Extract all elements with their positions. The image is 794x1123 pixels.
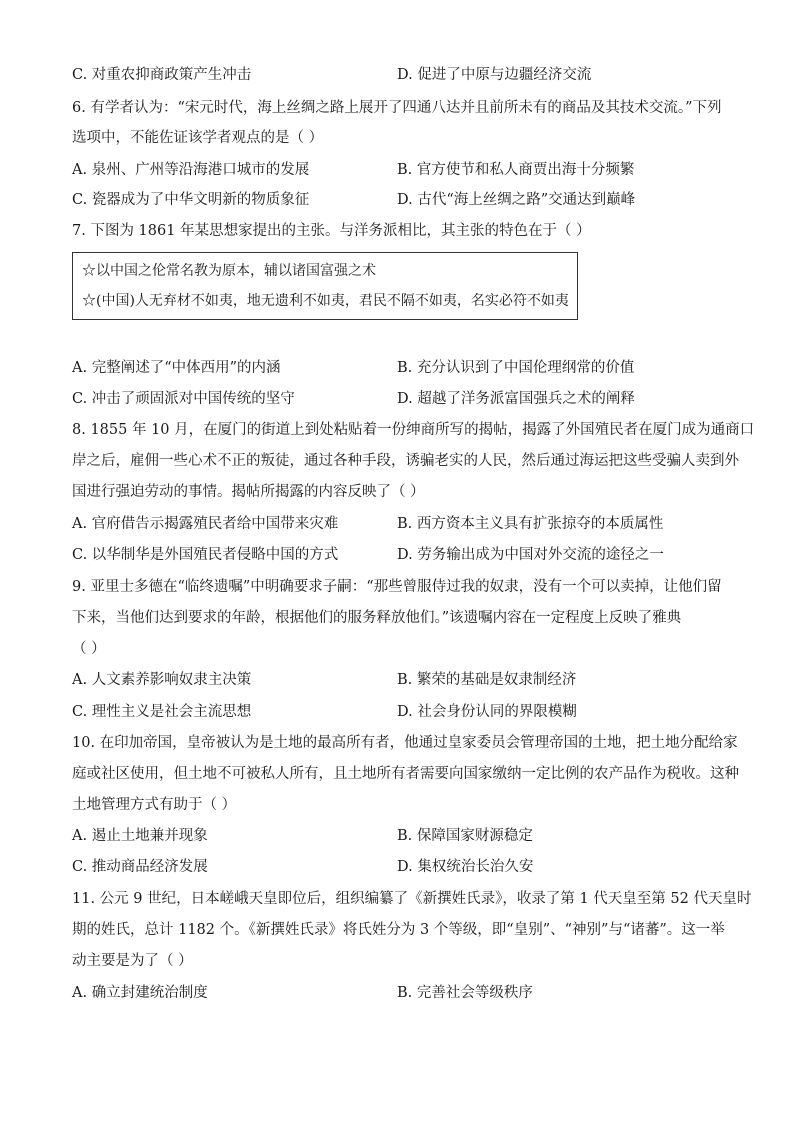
q8-stem-line-2: 岸之后，雇佣一些心术不正的叛徒，通过各种手段，诱骗老实的人民，然后通过海运把这些受骗人卖到外 (72, 453, 739, 469)
q10-option-a[interactable]: A. 遏止土地兼并现象 (72, 828, 208, 844)
q7-option-c[interactable]: C. 冲击了顽固派对中国传统的坚守 (72, 391, 295, 407)
q5-option-d[interactable]: D. 促进了中原与边疆经济交流 (397, 67, 592, 83)
q11-stem-line-3: 动主要是为了（ ） (72, 953, 193, 969)
q8-options-row-cd (72, 545, 732, 565)
q10-stem-line-2: 庭或社区使用，但土地不可被私人所有，且土地所有者需要向国家缴纳一定比例的农产品作为税收。这种 (72, 766, 739, 782)
q9-stem-line-2: 下来，当他们达到要求的年龄，根据他们的服务释放他们。”该遗嘱内容在一定程度上反映了雅典 (72, 610, 682, 626)
q11-stem-line-2: 期的姓氏，总计 1182 个。《新撰姓氏录》将氏姓分为 3 个等级，即“皇别”、“神别”与“诸蕃”。这一举 (72, 922, 725, 938)
q9-option-c[interactable]: C. 理性主义是社会主流思想 (72, 704, 252, 720)
q10-stem-line-3: 土地管理方式有助于（ ） (72, 797, 237, 813)
q7-option-d[interactable]: D. 超越了洋务派富国强兵之术的阐释 (397, 391, 635, 407)
q9-option-a[interactable]: A. 人文素养影响奴隶主决策 (72, 672, 252, 688)
q10-option-d[interactable]: D. 集权统治长治久安 (397, 859, 534, 875)
q10-stem-line-1: 10. 在印加帝国，皇帝被认为是土地的最高所有者，他通过皇家委员会管理帝国的土地，把土地分配给家 (72, 735, 738, 751)
q7-option-a[interactable]: A. 完整阐述了“中体西用”的内涵 (72, 360, 281, 376)
q6-stem-line-2: 选项中，不能佐证该学者观点的是（ ） (72, 130, 324, 146)
q9-options-row-cd (72, 702, 732, 722)
q5-options-row-cd (72, 65, 732, 85)
q10-option-b[interactable]: B. 保障国家财源稳定 (397, 828, 533, 844)
q10-option-c[interactable]: C. 推动商品经济发展 (72, 859, 208, 875)
q6-option-c[interactable]: C. 瓷器成为了中华文明新的物质象征 (72, 192, 310, 208)
q9-option-b[interactable]: B. 繁荣的基础是奴隶制经济 (397, 672, 577, 688)
q9-option-d[interactable]: D. 社会身份认同的界限模糊 (397, 704, 577, 720)
q9-stem-line-1: 9. 亚里士多德在“临终遗嘱”中明确要求子嗣：“那些曾服侍过我的奴隶，没有一个可以卖掉，让他们留 (72, 579, 722, 595)
q7-stem-line-1: 7. 下图为 1861 年某思想家提出的主张。与洋务派相比，其主张的特色在于（ ） (72, 223, 591, 239)
q8-stem-line-3: 国进行强迫劳动的事情。揭帖所揭露的内容反映了（ ） (72, 484, 425, 500)
q9-options-row-ab (72, 670, 732, 690)
q6-options-row-ab (72, 160, 732, 180)
q5-option-c[interactable]: C. 对重农抑商政策产生冲击 (72, 67, 252, 83)
q7-options-row-cd (72, 389, 732, 409)
q7-options-row-ab (72, 358, 732, 378)
q11-stem-line-1: 11. 公元 9 世纪，日本嵯峨天皇即位后，组织编纂了《新撰姓氏录》，收录了第 1 代天皇至第 52 代天皇时 (72, 891, 752, 907)
q8-options-row-ab (72, 514, 732, 534)
q6-stem-line-1: 6. 有学者认为：“宋元时代，海上丝绸之路上展开了四通八达并且前所未有的商品及其技术交流。”下列 (72, 100, 722, 116)
q7-quote-box (72, 252, 578, 320)
q8-option-c[interactable]: C. 以华制华是外国殖民者侵略中国的方式 (72, 547, 339, 563)
q11-option-a[interactable]: A. 确立封建统治制度 (72, 985, 208, 1001)
q11-options-row-ab (72, 983, 732, 1003)
q10-options-row-cd (72, 857, 732, 877)
q6-option-d[interactable]: D. 古代“海上丝绸之路”交通达到巅峰 (397, 192, 636, 208)
q7-option-b[interactable]: B. 充分认识到了中国伦理纲常的价值 (397, 360, 635, 376)
q7-quote-line-1: ☆以中国之伦常名教为原本，辅以诸国富强之术 (82, 263, 376, 279)
q9-stem-line-3: （ ） (72, 641, 106, 657)
q8-stem-line-1: 8. 1855 年 10 月，在厦门的街道上到处粘贴着一份绅商所写的揭帖，揭露了外国殖民者在厦门成为通商口 (72, 422, 755, 438)
q6-option-a[interactable]: A. 泉州、广州等沿海港口城市的发展 (72, 162, 310, 178)
q7-quote-line-2: ☆(中国)人无弃材不如夷，地无遗利不如夷，君民不隔不如夷，名实必符不如夷 (82, 293, 569, 309)
q6-option-b[interactable]: B. 官方使节和私人商贾出海十分频繁 (397, 162, 635, 178)
q8-option-a[interactable]: A. 官府借告示揭露殖民者给中国带来灾难 (72, 516, 339, 532)
q8-option-d[interactable]: D. 劳务输出成为中国对外交流的途径之一 (397, 547, 664, 563)
q10-options-row-ab (72, 826, 732, 846)
q8-option-b[interactable]: B. 西方资本主义具有扩张掠夺的本质属性 (397, 516, 664, 532)
q6-options-row-cd (72, 190, 732, 210)
q11-option-b[interactable]: B. 完善社会等级秩序 (397, 985, 533, 1001)
